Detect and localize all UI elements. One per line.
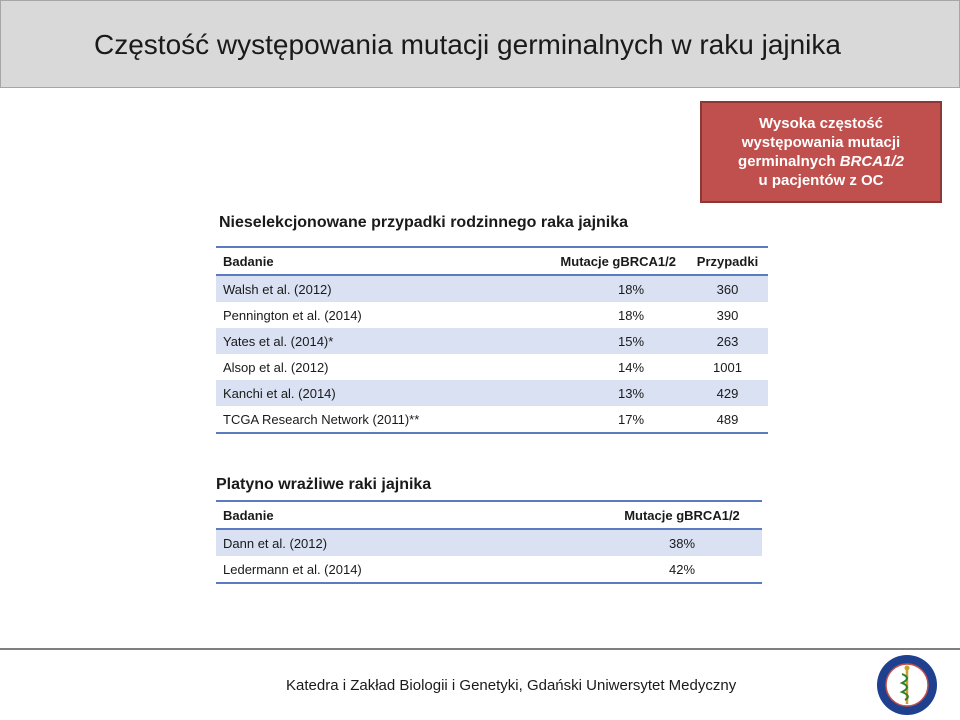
familial-cases-table [216,246,768,434]
cases-cell: 390 [716,307,739,323]
footer-divider [0,648,960,650]
mutations-cell: 13% [474,380,680,406]
column-header-study: Badanie [216,501,542,529]
study-cell: Walsh et al. (2012) [216,275,474,302]
table-row [216,354,768,380]
section1-heading: Nieselekcjonowane przypadki rodzinnego raka jajnika [219,214,629,231]
table-row [216,328,768,354]
slide-title-bar [0,0,960,88]
study-cell: Pennington et al. (2014) [223,307,362,323]
callout-line-2: występowania mutacji [741,134,901,151]
callout-line-3-prefix: germinalnych [738,153,840,170]
callout-gene-name: BRCA1/2 [839,153,904,170]
table-row [216,529,762,556]
mutations-cell: 14% [617,359,645,375]
table-row [216,406,768,433]
mutations-cell: 42% [668,561,696,577]
mutations-cell: 15% [474,328,680,354]
table-header-row [216,501,762,529]
mutations-cell: 18% [617,307,645,323]
callout-line-1: Wysoka częstość [759,115,883,132]
table-row [216,556,762,583]
table-header-row [216,247,768,275]
table-row [216,380,768,406]
study-cell: Yates et al. (2014)* [216,328,474,354]
platinum-sensitive-table [216,500,762,584]
cases-cell: 263 [680,328,768,354]
cases-cell: 429 [680,380,768,406]
study-cell: TCGA Research Network (2011)** [223,411,420,427]
study-cell: Kanchi et al. (2014) [216,380,474,406]
column-header-study: Badanie [216,247,474,275]
mutations-cell: 18% [474,275,680,302]
study-cell: Dann et al. (2012) [216,529,542,556]
slide-title: Częstość występowania mutacji germinalnych w raku jajnika [94,29,841,60]
study-cell: Alsop et al. (2012) [223,359,329,375]
callout-line-3 [738,152,904,171]
highlight-callout [700,101,942,203]
column-header-cases: Przypadki [680,247,768,275]
mutations-cell: 17% [617,411,645,427]
study-cell: Ledermann et al. (2014) [223,561,362,577]
column-header-mutations: Mutacje gBRCA1/2 [542,501,762,529]
mutations-cell: 38% [542,529,762,556]
cases-cell: 360 [680,275,768,302]
university-seal-icon [876,654,938,716]
cases-cell: 1001 [713,359,742,375]
column-header-mutations: Mutacje gBRCA1/2 [474,247,680,275]
table-row [216,275,768,302]
section2-heading: Platyno wrażliwe raki jajnika [216,476,432,493]
footer-institution: Katedra i Zakład Biologii i Genetyki, Gdański Uniwersytet Medyczny [286,677,737,694]
cases-cell: 489 [716,411,739,427]
table-row [216,302,768,328]
callout-line-4: u pacjentów z OC [758,172,884,189]
